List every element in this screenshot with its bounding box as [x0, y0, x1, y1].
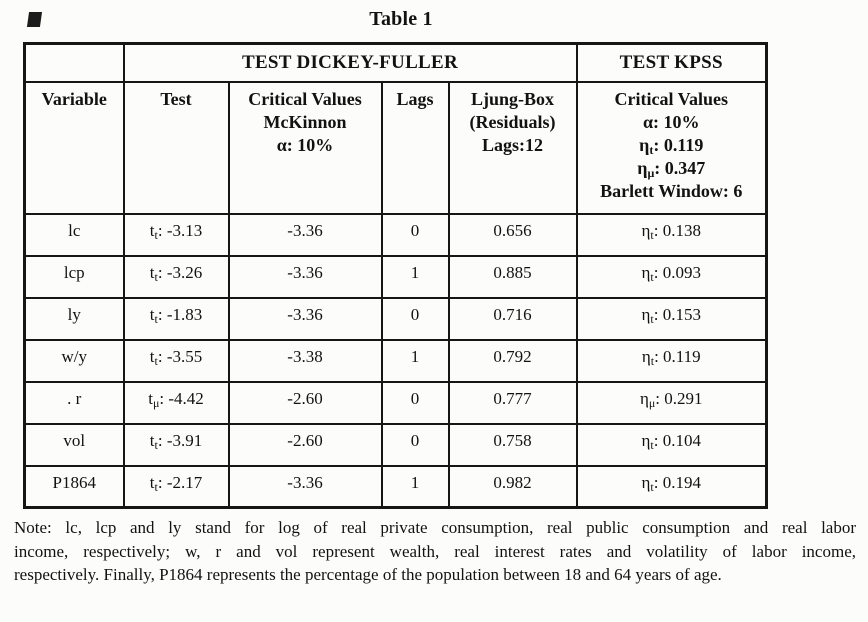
group-header-row — [25, 44, 767, 82]
kpss-critical-line: $\eta_t$: 0.119 — [639, 134, 704, 157]
table-row — [25, 256, 767, 298]
critical-value-cell: -2.60 — [229, 382, 382, 424]
ljung-box-cell: 0.656 — [449, 214, 577, 256]
kpss-critical-line: Critical Values — [614, 88, 728, 109]
test-stat-cell: $t_t$: -3.91 — [124, 424, 229, 466]
table-row — [25, 298, 767, 340]
lags-cell: 1 — [382, 340, 449, 382]
kpss-stat-cell: $\eta_t$: 0.194 — [577, 466, 767, 508]
variable-cell: lc — [25, 214, 124, 256]
col-header-test: Test — [124, 82, 229, 214]
critical-value-cell: -3.36 — [229, 256, 382, 298]
kpss-stat-cell: $\eta_t$: 0.153 — [577, 298, 767, 340]
kpss-critical-line: $\eta_\mu$: 0.347 — [637, 157, 706, 180]
ljung-box-cell: 0.885 — [449, 256, 577, 298]
ljung-box-line: Ljung-Box — [470, 88, 555, 109]
empty-corner-cell — [25, 44, 124, 82]
scan-artifact — [27, 12, 42, 27]
lags-cell: 0 — [382, 382, 449, 424]
lags-cell: 0 — [382, 298, 449, 340]
kpss-stat-cell: $\eta_t$: 0.119 — [577, 340, 767, 382]
table-row — [25, 466, 767, 508]
table-row — [25, 424, 767, 466]
variable-cell: ly — [25, 298, 124, 340]
col-header-ljung-box — [449, 82, 577, 214]
note-line: Note: lc, lcp and ly stand for log of real private consumption, real public consumption and real labor — [14, 518, 856, 537]
table-row — [25, 382, 767, 424]
table-note — [14, 516, 856, 587]
kpss-stat-cell: $\eta_\mu$: 0.291 — [577, 382, 767, 424]
col-header-variable: Variable — [25, 82, 124, 214]
variable-cell: . r — [25, 382, 124, 424]
variable-cell: vol — [25, 424, 124, 466]
test-stat-cell: $t_t$: -2.17 — [124, 466, 229, 508]
kpss-group-header: TEST KPSS — [577, 44, 767, 82]
ljung-box-line: Lags:12 — [481, 134, 543, 155]
note-line: income, respectively; w, r and vol represent wealth, real interest rates and volatility of labor income, — [14, 541, 856, 561]
variable-cell: P1864 — [25, 466, 124, 508]
column-header-row — [25, 82, 767, 214]
ljung-box-line: (Residuals) — [469, 111, 556, 132]
ljung-box-cell: 0.982 — [449, 466, 577, 508]
lags-cell: 1 — [382, 466, 449, 508]
col-header-critical-values — [229, 82, 382, 214]
test-stat-cell: $t_t$: -3.13 — [124, 214, 229, 256]
kpss-critical-line: α: 10% — [642, 111, 700, 132]
note-line: respectively. Finally, P1864 represents the percentage of the population between 18 and 64 years of age. — [14, 565, 722, 584]
lags-cell: 0 — [382, 424, 449, 466]
table-row — [25, 214, 767, 256]
col-header-lags: Lags — [382, 82, 449, 214]
kpss-critical-line: Barlett Window: 6 — [600, 180, 743, 201]
table-row — [25, 340, 767, 382]
col-header-kpss-critical — [577, 82, 767, 214]
kpss-stat-cell: $\eta_t$: 0.104 — [577, 424, 767, 466]
test-stat-cell: $t_t$: -3.26 — [124, 256, 229, 298]
ljung-box-cell: 0.758 — [449, 424, 577, 466]
critical-value-cell: -3.38 — [229, 340, 382, 382]
variable-cell: lcp — [25, 256, 124, 298]
ljung-box-cell: 0.777 — [449, 382, 577, 424]
ljung-box-cell: 0.792 — [449, 340, 577, 382]
dickey-fuller-group-header: TEST DICKEY-FULLER — [124, 44, 577, 82]
results-table — [23, 42, 768, 509]
variable-cell: w/y — [25, 340, 124, 382]
table-title: Table 1 — [369, 8, 433, 30]
kpss-stat-cell: $\eta_t$: 0.093 — [577, 256, 767, 298]
critical-value-cell: -2.60 — [229, 424, 382, 466]
critical-value-cell: -3.36 — [229, 466, 382, 508]
lags-cell: 0 — [382, 214, 449, 256]
critical-values-line: McKinnon — [263, 111, 347, 132]
critical-value-cell: -3.36 — [229, 214, 382, 256]
kpss-stat-cell: $\eta_t$: 0.138 — [577, 214, 767, 256]
critical-values-line: α: 10% — [276, 134, 334, 155]
critical-value-cell: -3.36 — [229, 298, 382, 340]
ljung-box-cell: 0.716 — [449, 298, 577, 340]
test-stat-cell: $t_\mu$: -4.42 — [124, 382, 229, 424]
critical-values-line: Critical Values — [248, 88, 362, 109]
lags-cell: 1 — [382, 256, 449, 298]
test-stat-cell: $t_t$: -3.55 — [124, 340, 229, 382]
test-stat-cell: $t_t$: -1.83 — [124, 298, 229, 340]
